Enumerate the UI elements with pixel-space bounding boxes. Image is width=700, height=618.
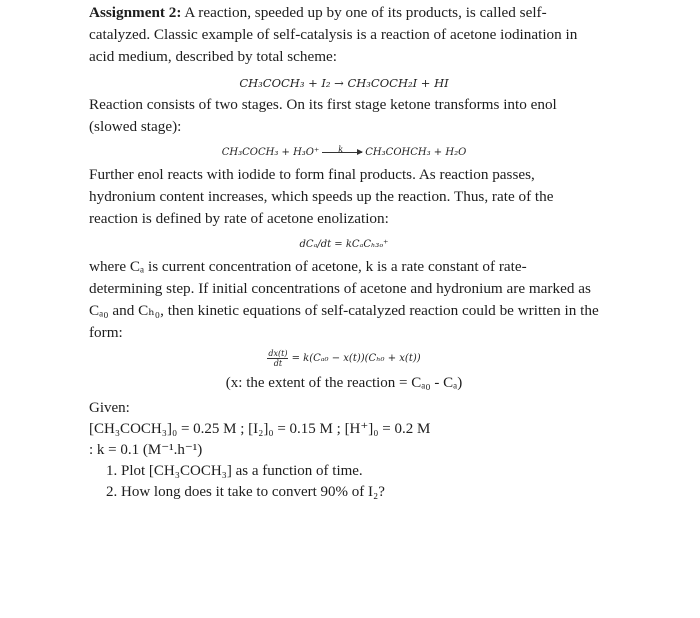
equation-overall: CH₃COCH₃ + I₂ → CH₃COCH₂I + HI [239,76,449,90]
given-rate-constant: : k = 0.1 (M⁻¹.h⁻¹) [89,442,203,458]
question-1: 1. Plot [CH₃COCH₃] as a function of time. [106,463,363,479]
eq4-fraction [267,349,288,368]
eq4-numerator: dx(t) [268,349,288,358]
enol-paragraph: Further enol reacts with iodide to form final products. As reaction passes, hydronium content increases, which speeds up the reaction. Thus, rate of the reaction is defined by rate of acetone enolization: [89,166,554,227]
reaction-arrow-icon [322,145,362,154]
intro-paragraph [89,2,599,68]
equation-kinetic [89,348,599,370]
where-paragraph: where Cₐ is current concentration of acetone, k is a rate constant of rate-determining step. If initial concentrations of acetone and hydronium are marked as Cₐ₀ and Cₕ₀, then kinetic equations of self-catalyzed reaction could be written in the form: [89,258,599,341]
eq2-right: CH₃COHCH₃ + H₂O [365,147,467,158]
equation-rate: dCₐ/dt = kCₐCₕ₃ₒ⁺ [299,239,389,250]
stage-paragraph: Reaction consists of two stages. On its first stage ketone transforms into enol (slowed stage): [89,96,557,135]
eq2-rate-constant: k [338,145,344,154]
given-label: Given: [89,400,130,416]
extent-note: (x: the extent of the reaction = Cₐ₀ - Cₐ) [225,375,463,391]
given-concentrations: [CH₃COCH₃]₀ = 0.25 M ; [I₂]₀ = 0.15 M ; [H⁺]₀ = 0.2 M [89,421,431,437]
equation-enolization [89,142,599,164]
eq2-left: CH₃COCH₃ + H₃O⁺ [221,147,320,158]
assignment-title: Assignment 2: [89,4,182,21]
eq4-denominator: dt [273,359,283,368]
intro-text: A reaction, speeded up by one of its products, is called self-catalyzed. Classic example of self-catalysis is a reaction of acetone iodination in acid medium, described by total scheme: [89,4,578,65]
eq4-rhs: = k(Cₐ₀ − x(t))(Cₕ₀ + x(t)) [291,353,421,364]
question-2: 2. How long does it take to convert 90% of I₂? [106,484,385,500]
